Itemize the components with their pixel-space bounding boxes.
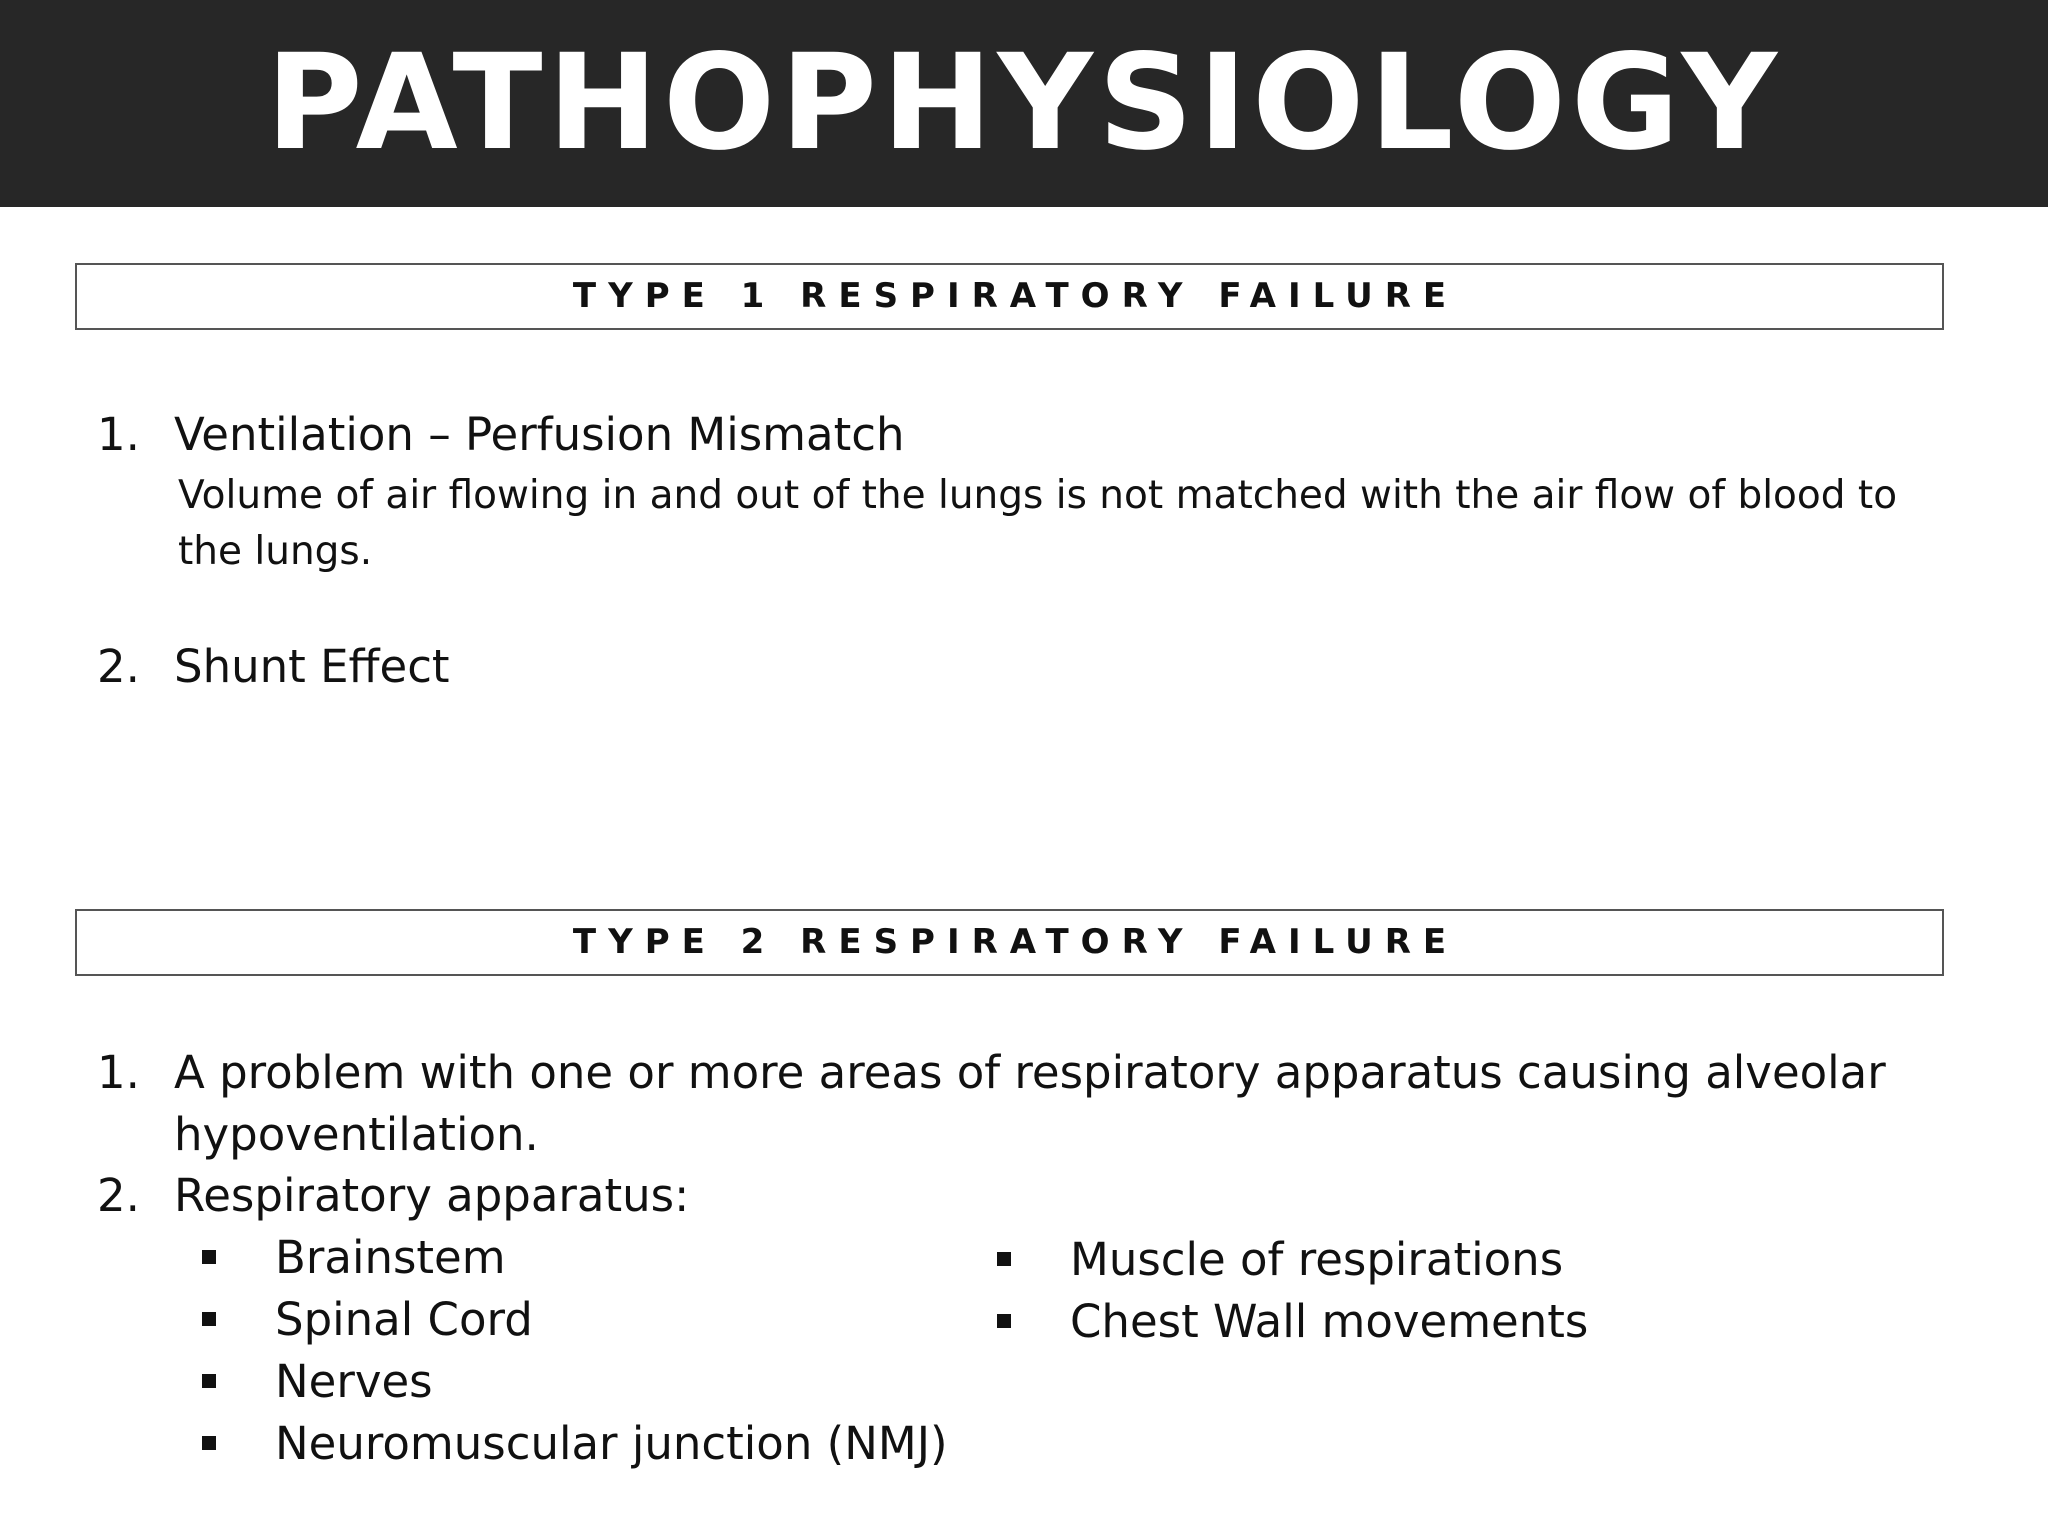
- type2-heading: TYPE 2 RESPIRATORY FAILURE: [572, 922, 1459, 962]
- bullet-square-icon: [202, 1374, 216, 1388]
- type1-item-1-description: Volume of air flowing in and out of the lungs is not matched with the air flow of blood to the lungs.: [178, 473, 1898, 574]
- type2-item-2-number: 2.: [97, 1169, 140, 1222]
- type2-item-1-number: 1.: [97, 1046, 140, 1099]
- bullet-square-icon: [997, 1252, 1011, 1266]
- type1-heading: TYPE 1 RESPIRATORY FAILURE: [572, 276, 1459, 316]
- type1-item-1-label: Ventilation – Perfusion Mismatch: [174, 408, 905, 461]
- type2-item-1-label-line2: hypoventilation.: [174, 1108, 539, 1161]
- bullet-square-icon: [202, 1312, 216, 1326]
- title-bar: [0, 0, 2048, 207]
- page-title: PATHOPHYSIOLOGY: [265, 26, 1783, 180]
- type2-item-1-label-line1: A problem with one or more areas of respiratory apparatus causing alveolar: [174, 1046, 1886, 1099]
- type1-heading-box: [75, 263, 1944, 330]
- bullet-square-icon: [202, 1436, 216, 1450]
- type2-heading-box: [75, 909, 1944, 976]
- type1-item-2-label: Shunt Effect: [174, 640, 450, 693]
- type1-item-1-number: 1.: [97, 408, 140, 461]
- bullet-square-icon: [202, 1250, 216, 1264]
- type1-item-2-number: 2.: [97, 640, 140, 693]
- bullet-square-icon: [997, 1314, 1011, 1328]
- type2-item-2-label: Respiratory apparatus:: [174, 1169, 690, 1222]
